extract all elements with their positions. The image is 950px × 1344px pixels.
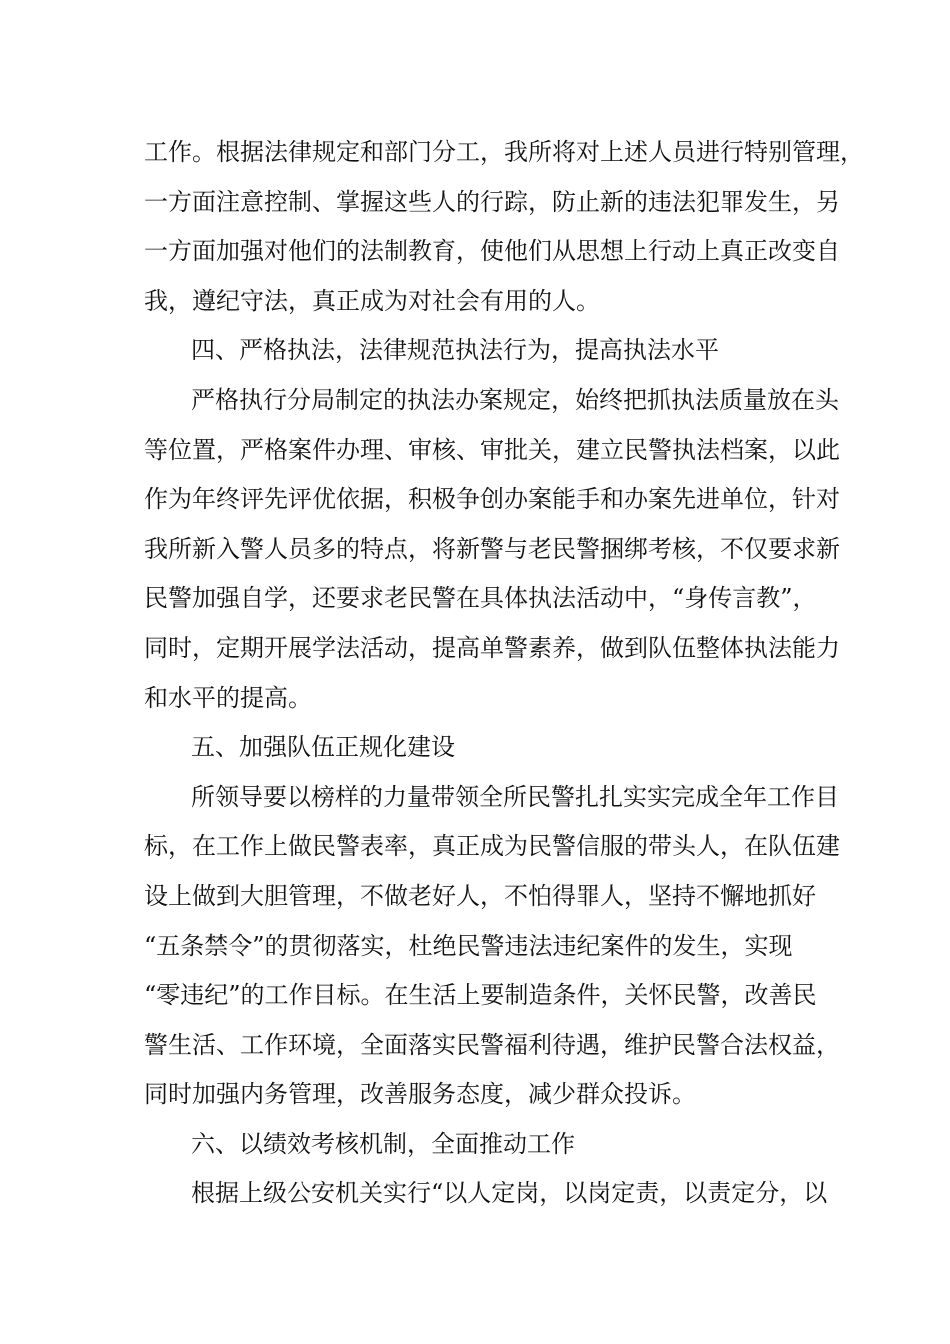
paragraph-line: 根据上级公安机关实行“以人定岗，以岗定责，以责定分，以 <box>191 1179 828 1208</box>
paragraph-line: 一方面加强对他们的法制教育，使他们从思想上行动上真正改变自 <box>144 237 840 266</box>
paragraph-line: 民警加强自学，还要求老民警在具体执法活动中，“身传言教”， <box>144 584 817 613</box>
paragraph-line: 我，遵纪守法，真正成为对社会有用的人。 <box>144 286 600 315</box>
paragraph-line: “五条禁令”的贯彻落实，杜绝民警违法违纪案件的发生，实现 <box>144 931 793 960</box>
paragraph-line: 我所新入警人员多的特点，将新警与老民警捆绑考核，不仅要求新 <box>144 534 840 563</box>
paragraph-line: 严格执行分局制定的执法办案规定，始终把抓执法质量放在头 <box>191 385 839 414</box>
paragraph-line: 所领导要以榜样的力量带领全所民警扎扎实实完成全年工作目 <box>191 782 839 811</box>
paragraph-line: 工作。根据法律规定和部门分工，我所将对上述人员进行特别管理， <box>144 138 864 166</box>
paragraph-line: 等位置，严格案件办理、审核、审批关，建立民警执法档案，以此 <box>144 435 840 464</box>
section-heading: 五、加强队伍正规化建设 <box>191 733 455 762</box>
paragraph-line: 同时，定期开展学法活动，提高单警素养，做到队伍整体执法能力 <box>144 633 840 662</box>
paragraph-line: 警生活、工作环境，全面落实民警福利待遇，维护民警合法权益， <box>144 1030 840 1059</box>
paragraph-line: 设上做到大胆管理，不做老好人，不怕得罪人，坚持不懈地抓好 <box>144 881 816 910</box>
section-heading: 六、以绩效考核机制，全面推动工作 <box>191 1129 575 1158</box>
section-heading: 四、严格执法，法律规范执法行为，提高执法水平 <box>191 336 719 365</box>
paragraph-line: 作为年终评先评优依据，积极争创办案能手和办案先进单位，针对 <box>144 485 840 514</box>
document-body <box>144 133 864 1224</box>
paragraph-line: 同时加强内务管理，改善服务态度，减少群众投诉。 <box>144 1080 696 1109</box>
paragraph-line: “零违纪”的工作目标。在生活上要制造条件，关怀民警，改善民 <box>144 981 817 1010</box>
paragraph-line: 一方面注意控制、掌握这些人的行踪，防止新的违法犯罪发生，另 <box>144 187 840 216</box>
paragraph-line: 和水平的提高。 <box>144 683 312 712</box>
paragraph-line: 标，在工作上做民警表率，真正成为民警信服的带头人，在队伍建 <box>144 832 840 861</box>
